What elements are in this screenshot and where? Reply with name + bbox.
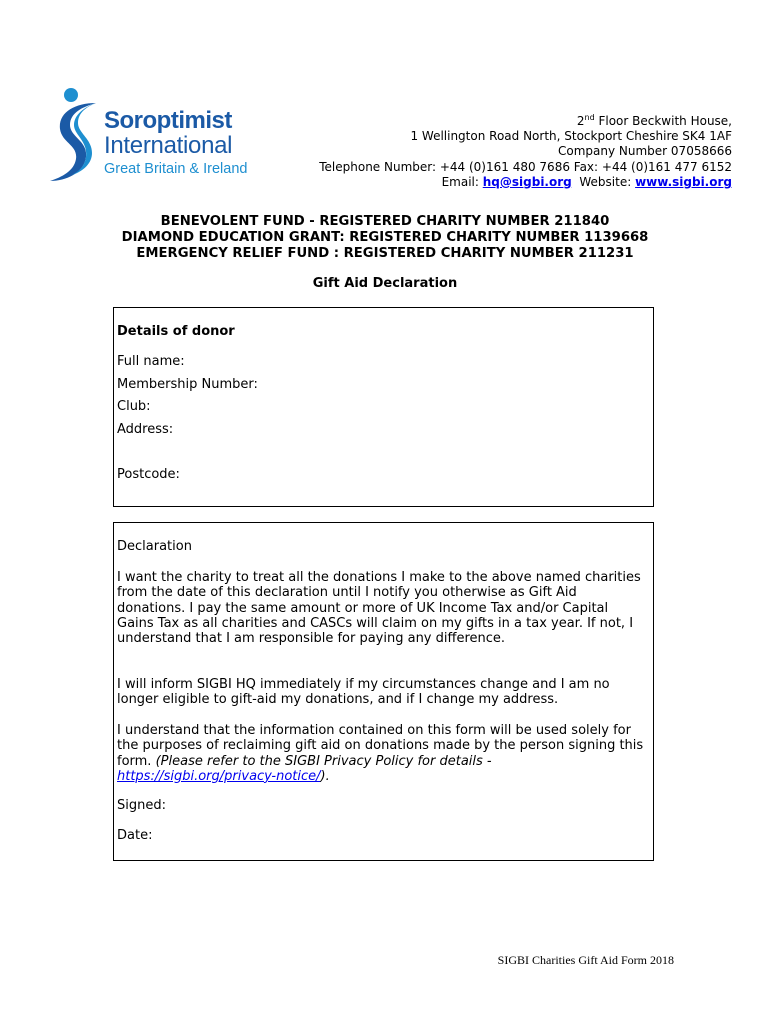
address-line-1: 2nd Floor Beckwith House, (576, 113, 732, 128)
date-field[interactable]: Date: (117, 828, 153, 843)
privacy-policy-link[interactable]: https://sigbi.org/privacy-notice/ (117, 768, 321, 784)
club-field[interactable]: Club: (117, 399, 151, 414)
membership-number-field[interactable]: Membership Number: (117, 377, 258, 392)
charity-titles (0, 214, 770, 262)
telephone-line: Telephone Number: +44 (0)161 480 7686 Fax: +44 (0)161 477 6152 (319, 159, 732, 174)
company-number: Company Number 07058666 (558, 144, 732, 159)
email-link[interactable]: hq@sigbi.org (482, 174, 572, 189)
declaration-paragraph-1: I want the charity to treat all the donations I make to the above named charities from the date of this declaration until I notify you otherwise as Gift Aid donations. I pay the same amount or more of UK Income Tax and/or Capital Gains Tax as all charities and CASCs will claim on my gifts in a tax year. If not, I understand that I am responsible for paying any difference. (117, 570, 641, 647)
website-link[interactable]: www.sigbi.org (635, 174, 732, 189)
brand-name-2: International (104, 132, 233, 159)
title-benevolent-fund: BENEVOLENT FUND - REGISTERED CHARITY NUMBER 211840 (160, 214, 610, 229)
donor-heading: Details of donor (117, 324, 235, 339)
donor-details-box (113, 307, 654, 507)
address-line-2: 1 Wellington Road North, Stockport Cheshire SK4 1AF (410, 129, 732, 144)
brand-region: Great Britain & Ireland (104, 161, 248, 177)
address-field[interactable]: Address: (117, 422, 174, 437)
declaration-box (113, 522, 654, 861)
title-emergency-relief: EMERGENCY RELIEF FUND : REGISTERED CHARITY NUMBER 211231 (136, 246, 634, 261)
soroptimist-logo-icon (44, 85, 104, 185)
address-block (319, 110, 732, 190)
footer-text: SIGBI Charities Gift Aid Form 2018 (497, 953, 674, 967)
contact-line: Email: hq@sigbi.org Website: www.sigbi.org (441, 174, 732, 189)
declaration-heading: Declaration (117, 539, 192, 554)
logo (44, 85, 264, 185)
title-diamond-education: DIAMOND EDUCATION GRANT: REGISTERED CHARITY NUMBER 1139668 (121, 230, 649, 245)
declaration-paragraph-2: I will inform SIGBI HQ immediately if my circumstances change and I am no longer eligible to gift-aid my donations, and if I change my address. (117, 677, 610, 708)
form-title: Gift Aid Declaration (312, 276, 458, 291)
postcode-field[interactable]: Postcode: (117, 467, 180, 482)
declaration-paragraph-3: I understand that the information contained on this form will be used solely for the purposes of reclaiming gift aid on donations made by the person signing this form. (Please refer to the SIGBI Privacy Policy for details - https://sigbi.org/privacy-notice/). (117, 723, 644, 784)
brand-name: Soroptimist (104, 107, 232, 134)
full-name-field[interactable]: Full name: (117, 354, 185, 369)
signed-field[interactable]: Signed: (117, 798, 166, 813)
